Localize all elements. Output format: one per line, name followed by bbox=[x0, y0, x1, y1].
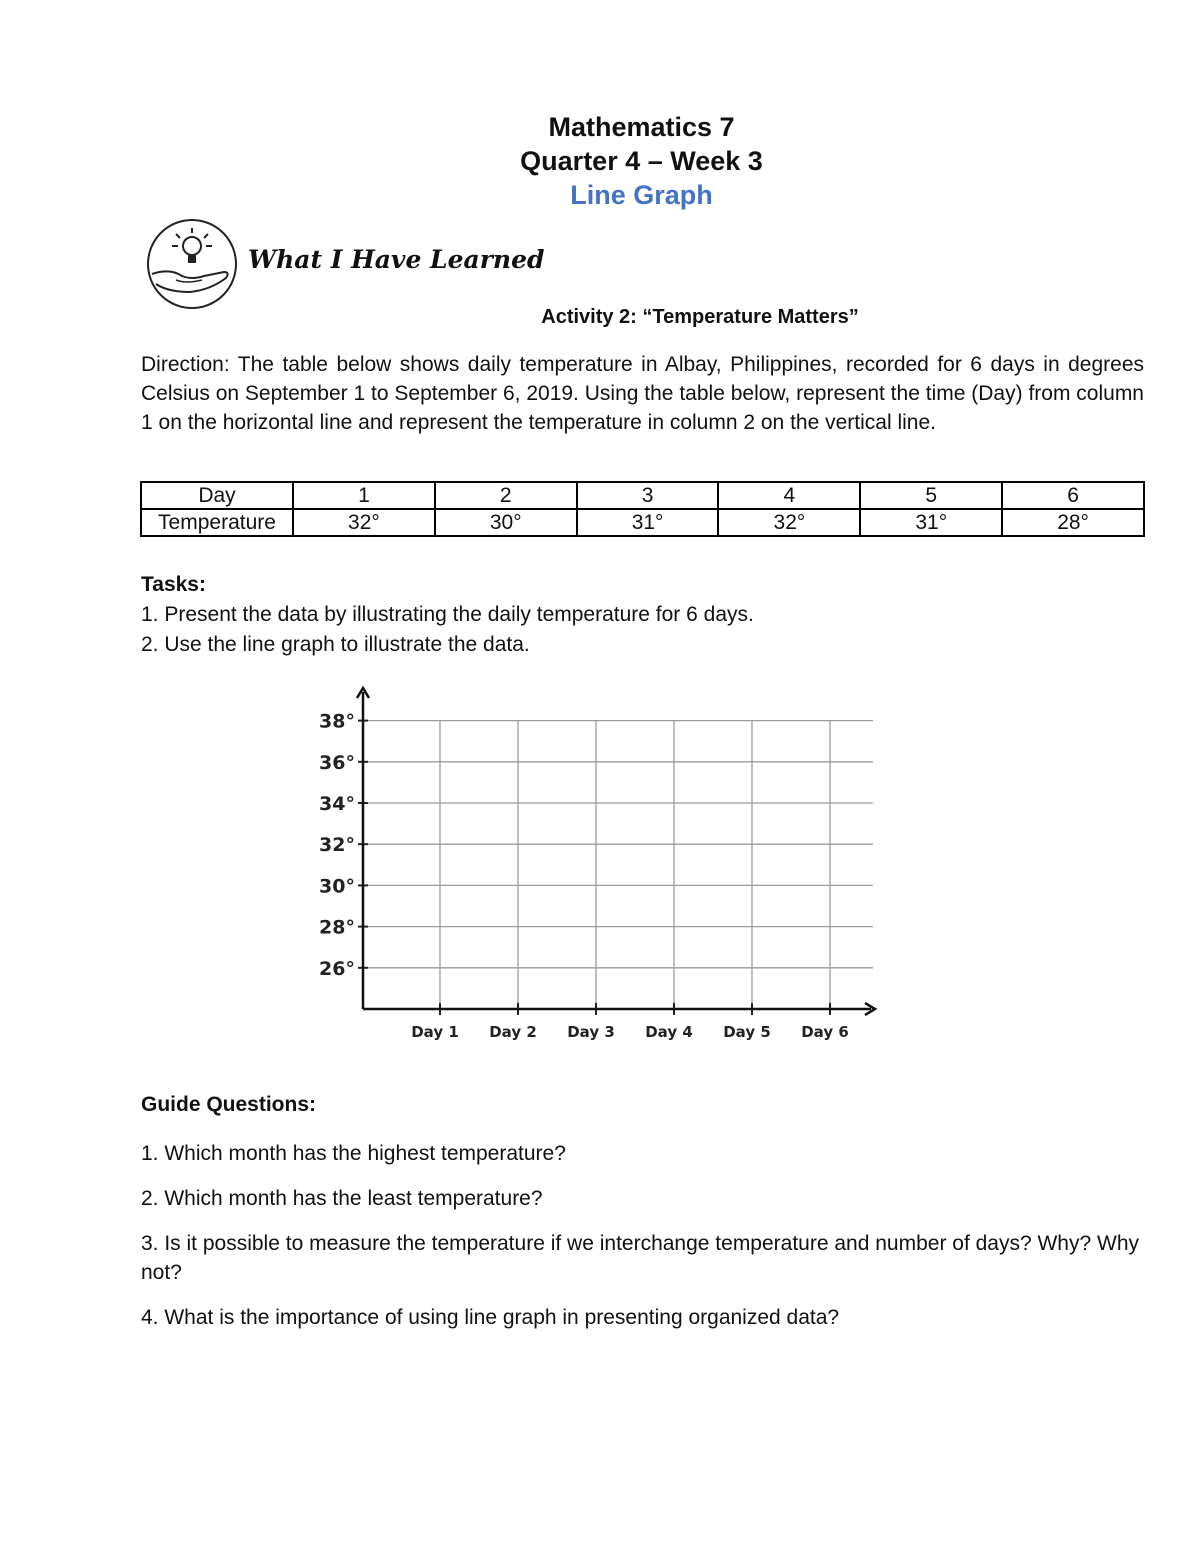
temperature-cell: 32° bbox=[293, 509, 435, 536]
day-cell: 3 bbox=[577, 482, 719, 509]
row-header-temperature: Temperature bbox=[141, 509, 293, 536]
page-header bbox=[0, 110, 1200, 212]
y-tick-label: 34° bbox=[319, 793, 355, 815]
quarter-title: Quarter 4 – Week 3 bbox=[520, 146, 763, 176]
day-cell: 1 bbox=[293, 482, 435, 509]
table-row-day bbox=[141, 482, 1144, 509]
subject-title: Mathematics 7 bbox=[548, 112, 735, 142]
day-cell: 4 bbox=[718, 482, 860, 509]
y-tick-label: 30° bbox=[319, 875, 355, 898]
tasks-label: Tasks: bbox=[141, 573, 206, 596]
y-tick-label: 28° bbox=[319, 916, 355, 939]
topic-title: Line Graph bbox=[570, 180, 713, 210]
x-tick-label: Day 3 bbox=[567, 1023, 615, 1041]
tasks-section bbox=[141, 570, 754, 660]
direction-paragraph: Direction: The table below shows daily temperature in Albay, Philippines, recorded for 6 days in degrees Celsius on September 1 to September 6, 2019. Using the table below, represent the time (Day) from column 1 on the horizontal line and represent the temperature in column 2 on the vertical line. bbox=[141, 353, 1144, 434]
y-tick-label: 26° bbox=[319, 957, 355, 980]
temperature-cell: 31° bbox=[860, 509, 1002, 536]
day-cell: 6 bbox=[1002, 482, 1144, 509]
x-tick-label: Day 1 bbox=[411, 1023, 459, 1041]
day-cell: 5 bbox=[860, 482, 1002, 509]
guide-question: 3. Is it possible to measure the temperature if we interchange temperature and number of days? Why? Why not? bbox=[141, 1232, 1140, 1284]
temperature-table bbox=[140, 481, 1145, 537]
temperature-cell: 30° bbox=[435, 509, 577, 536]
y-tick-label: 38° bbox=[319, 710, 355, 733]
x-tick-label: Day 6 bbox=[801, 1023, 849, 1041]
guide-questions-section bbox=[141, 1090, 1151, 1348]
guide-questions-label: Guide Questions: bbox=[141, 1093, 317, 1116]
x-tick-label: Day 4 bbox=[645, 1023, 693, 1041]
task-item: 1. Present the data by illustrating the daily temperature for 6 days. bbox=[141, 603, 754, 626]
section-title: What I Have Learned bbox=[248, 245, 545, 274]
guide-question: 4. What is the importance of using line graph in presenting organized data? bbox=[141, 1306, 840, 1329]
y-tick-label: 36° bbox=[319, 751, 355, 774]
task-item: 2. Use the line graph to illustrate the data. bbox=[141, 633, 530, 656]
temperature-cell: 28° bbox=[1002, 509, 1144, 536]
day-cell: 2 bbox=[435, 482, 577, 509]
line-graph-template bbox=[300, 680, 890, 1050]
row-header-day: Day bbox=[141, 482, 293, 509]
x-tick-label: Day 5 bbox=[723, 1023, 771, 1041]
lightbulb-hand-icon bbox=[146, 218, 238, 310]
activity-title: Activity 2: “Temperature Matters” bbox=[541, 306, 859, 328]
guide-question: 2. Which month has the least temperature? bbox=[141, 1187, 543, 1210]
x-tick-label: Day 2 bbox=[489, 1023, 537, 1041]
temperature-cell: 31° bbox=[577, 509, 719, 536]
guide-question: 1. Which month has the highest temperature? bbox=[141, 1142, 566, 1165]
y-tick-label: 32° bbox=[319, 834, 355, 857]
temperature-cell: 32° bbox=[718, 509, 860, 536]
table-row-temperature bbox=[141, 509, 1144, 536]
